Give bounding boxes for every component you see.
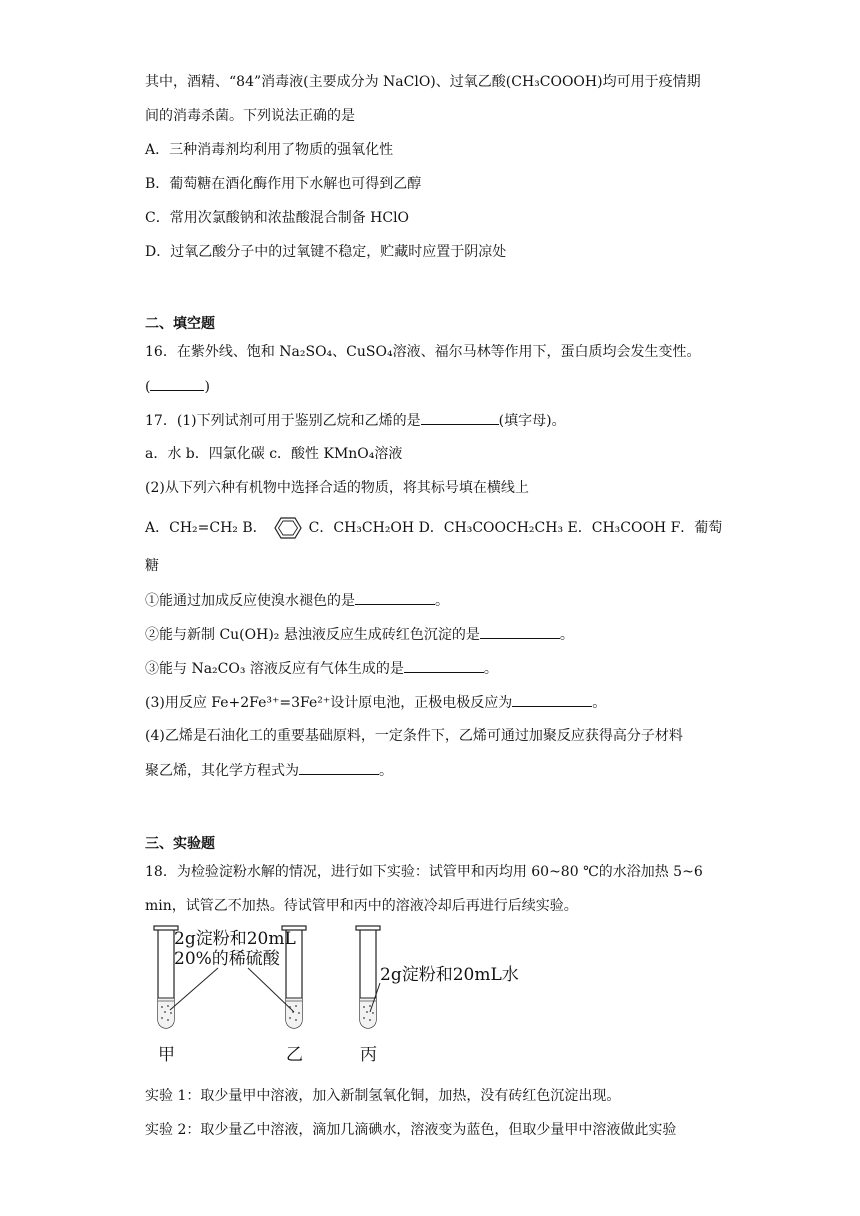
q17-part3 <box>145 692 725 713</box>
section-heading-fill-blank: 二、填空题 <box>145 316 215 332</box>
q17-sub3-blank[interactable] <box>404 658 484 673</box>
q15-stem-line1: 其中，酒精、“84”消毒液(主要成分为 NaClO)、过氧乙酸(CH₃COOOH)均可用于疫情期 <box>145 74 701 90</box>
q17-sub1-prefix: ①能通过加成反应使溴水褪色的是 <box>145 593 355 609</box>
q17-sub1-suffix: 。 <box>435 593 449 609</box>
q17-part1-options: a．水 b．四氯化碳 c．酸性 KMnO₄溶液 <box>145 446 403 462</box>
figure-label-acid-line1: 2g淀粉和20mL <box>174 929 296 949</box>
q17-part1 <box>145 410 725 431</box>
q16-answer-line <box>145 376 725 397</box>
q15-option-a: A．三种消毒剂均利用了物质的强氧化性 <box>145 142 394 158</box>
q17-part1-suffix: (填字母)。 <box>498 413 566 429</box>
q17-option-c-f: C．CH₃CH₂OH D．CH₃COOCH₂CH₃ E．CH₃COOH F．葡萄 <box>308 520 723 536</box>
q17-part4-prefix: 聚乙烯，其化学方程式为 <box>145 763 299 779</box>
tube-label-yi: 乙 <box>286 1045 303 1065</box>
test-tube-bing-icon <box>356 926 380 1028</box>
q17-part1-blank[interactable] <box>421 410 499 425</box>
q16-close-paren: ) <box>204 379 210 395</box>
q17-part3-blank[interactable] <box>512 692 592 707</box>
q17-option-a-b: A．CH₂=CH₂ B． <box>145 520 267 536</box>
q15-option-b: B．葡萄糖在酒化酶作用下水解也可得到乙醇 <box>145 176 422 192</box>
q17-sub2-prefix: ②能与新制 Cu(OH)₂ 悬浊液反应生成砖红色沉淀的是 <box>145 627 480 643</box>
q17-part4-line2 <box>145 760 725 781</box>
q15-stem-line2: 间的消毒杀菌。下列说法正确的是 <box>145 108 355 124</box>
q17-part4-suffix: 。 <box>379 763 393 779</box>
q17-sub3-suffix: 。 <box>483 661 498 677</box>
q17-sub2-suffix: 。 <box>559 627 574 643</box>
q16-open-paren: ( <box>145 379 151 395</box>
q17-part4-blank[interactable] <box>299 760 379 775</box>
q17-option-f-wrap: 糖 <box>145 558 159 574</box>
q15-option-d: D．过氧乙酸分子中的过氧键不稳定，贮藏时应置于阴凉处 <box>145 244 507 260</box>
q18-stem-line1: 18．为检验淀粉水解的情况，进行如下实验：试管甲和丙均用 60~80 ℃的水浴加热 5~6 <box>145 864 703 880</box>
q17-part3-suffix: 。 <box>592 695 607 711</box>
q17-part4-line1: (4)乙烯是石油化工的重要基础原料，一定条件下，乙烯可通过加聚反应获得高分子材料 <box>145 728 683 744</box>
q17-sub1 <box>145 590 725 611</box>
q17-part2-options <box>145 516 725 540</box>
q15-option-c: C．常用次氯酸钠和浓盐酸混合制备 HClO <box>145 210 410 226</box>
q17-sub2-blank[interactable] <box>480 624 560 639</box>
q16-answer-blank[interactable] <box>150 376 204 391</box>
q16-stem: 16．在紫外线、饱和 Na₂SO₄、CuSO₄溶液、福尔马林等作用下，蛋白质均会发生变性。 <box>145 344 701 360</box>
q17-sub3-prefix: ③能与 Na₂CO₃ 溶液反应有气体生成的是 <box>145 661 404 677</box>
q17-sub1-blank[interactable] <box>355 590 435 605</box>
q17-part3-prefix: (3)用反应 Fe+2Fe³⁺=3Fe²⁺设计原电池，正极电极反应为 <box>145 695 513 711</box>
q18-stem-line2: min，试管乙不加热。待试管甲和丙中的溶液冷却后再进行后续实验。 <box>145 898 578 914</box>
q18-experiment2: 实验 2：取少量乙中溶液，滴加几滴碘水，溶液变为蓝色，但取少量甲中溶液做此实验 <box>145 1122 677 1138</box>
tube-label-jia: 甲 <box>158 1045 175 1065</box>
q17-part2-intro: (2)从下列六种有机物中选择合适的物质，将其标号填在横线上 <box>145 480 529 496</box>
q18-experiment1: 实验 1：取少量甲中溶液，加入新制氢氧化铜，加热，没有砖红色沉淀出现。 <box>145 1088 621 1104</box>
benzene-ring-icon <box>273 516 303 540</box>
tube-label-bing: 丙 <box>360 1045 377 1065</box>
test-tube-figure <box>148 920 528 1072</box>
q17-sub3 <box>145 658 725 679</box>
section-heading-experiment: 三、实验题 <box>145 836 215 852</box>
figure-label-acid-line2: 20%的稀硫酸 <box>174 949 280 969</box>
figure-label-water: 2g淀粉和20mL水 <box>380 965 519 985</box>
q17-sub2 <box>145 624 725 645</box>
q17-part1-prefix: 17．(1)下列试剂可用于鉴别乙烷和乙烯的是 <box>145 413 421 429</box>
